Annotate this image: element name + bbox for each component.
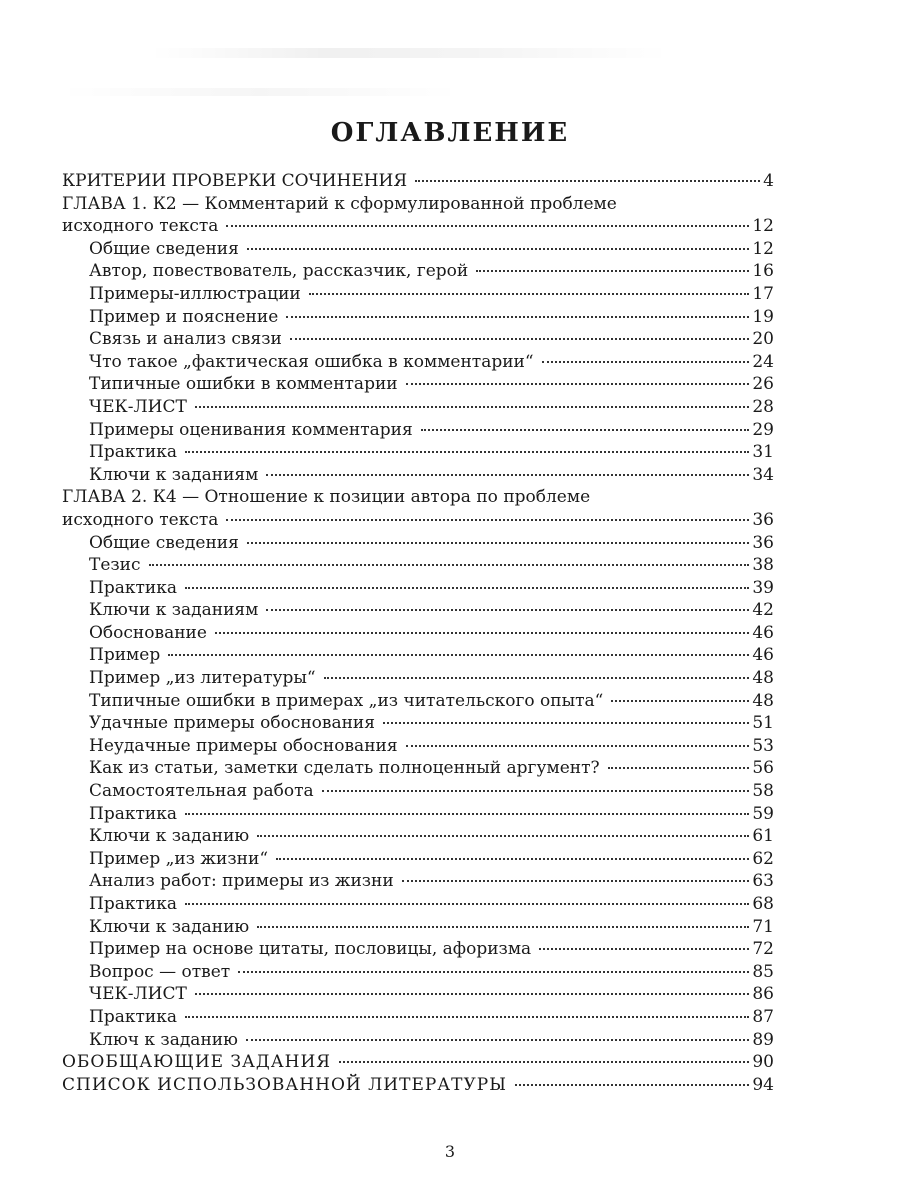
dot-leader (322, 789, 750, 792)
toc-entry-title: Ключи к заданию (89, 916, 250, 937)
toc-entry-page: 19 (752, 306, 774, 327)
page-number: 3 (444, 1142, 456, 1161)
toc-entry (62, 509, 774, 532)
toc-entry-title: Пример „из жизни“ (89, 848, 269, 869)
toc-entry-title: Ключи к заданиям (89, 600, 259, 621)
toc-entry-page: 90 (752, 1052, 774, 1073)
toc-entry (62, 938, 774, 961)
dot-leader (257, 834, 749, 837)
toc-entry-page: 31 (752, 442, 774, 463)
toc-entry-page: 29 (752, 419, 774, 440)
toc-entry-title: исходного текста (62, 216, 219, 237)
toc-entry (62, 667, 774, 690)
toc-entry-title: Как из статьи, заметки сделать полноценный аргумент? (89, 758, 600, 779)
toc-entry (62, 215, 774, 238)
toc-entry-page: 94 (752, 1074, 774, 1095)
toc-entry (62, 486, 774, 509)
toc-entry-page: 36 (752, 532, 774, 553)
toc-entry (62, 870, 774, 893)
dot-leader (215, 631, 749, 634)
toc-entry-page: 24 (752, 351, 774, 372)
toc-entry-page: 4 (763, 171, 774, 191)
toc-entry-title: Общие сведения (89, 532, 239, 553)
dot-leader (539, 947, 749, 950)
dot-leader (608, 766, 750, 769)
toc-entry (62, 1029, 774, 1052)
dot-leader (257, 925, 749, 928)
toc-entry-title: Практика (89, 442, 177, 463)
dot-leader (406, 744, 750, 747)
toc-entry-page: 63 (752, 871, 774, 892)
toc-entry-page: 17 (752, 283, 774, 304)
toc-entry-title: Пример на основе цитаты, пословицы, афоризма (89, 939, 532, 960)
dot-leader (226, 224, 749, 227)
dot-leader (406, 382, 750, 385)
toc-entry-page: 39 (752, 577, 774, 598)
dot-leader (290, 337, 750, 340)
dot-leader (515, 1083, 749, 1086)
toc-entry-page: 46 (752, 622, 774, 643)
toc-entry-title: Практика (89, 894, 177, 914)
toc-entry-title: Автор, повествователь, рассказчик, герой (89, 261, 469, 282)
toc-entry-title: Пример „из литературы“ (89, 668, 316, 689)
dot-leader (402, 879, 750, 882)
toc-entry-title: Примеры-иллюстрации (89, 283, 301, 304)
dot-leader (476, 269, 749, 272)
toc-entry-title: Практика (89, 1006, 177, 1027)
dot-leader (266, 473, 749, 476)
toc-entry-page: 61 (752, 826, 774, 847)
dot-leader (542, 360, 750, 363)
toc-entry-page: 71 (752, 916, 774, 937)
bleed-through-shadow (60, 88, 460, 96)
toc-entry-page: 51 (752, 713, 774, 734)
dot-leader (246, 1038, 749, 1041)
toc-entry-title: Общие сведения (89, 238, 239, 259)
toc-entry-title: Типичные ошибки в комментарии (89, 374, 398, 395)
toc-entry-title: ЧЕК-ЛИСТ (89, 396, 187, 417)
toc-entry (62, 780, 774, 803)
toc-entry (62, 1006, 774, 1029)
toc-entry (62, 260, 774, 283)
dot-leader (421, 428, 750, 431)
table-of-contents (62, 170, 774, 1096)
toc-entry (62, 396, 774, 419)
dot-leader (195, 992, 750, 995)
dot-leader (309, 292, 750, 295)
toc-entry (62, 306, 774, 329)
toc-entry (62, 419, 774, 442)
toc-entry (62, 622, 774, 645)
toc-entry-title: Анализ работ: примеры из жизни (89, 871, 394, 892)
toc-entry (62, 464, 774, 487)
toc-entry-title: Практика (89, 577, 177, 598)
toc-entry (62, 983, 774, 1006)
toc-entry-page: 86 (752, 984, 774, 1005)
toc-entry (62, 599, 774, 622)
toc-entry-title: ГЛАВА 2. К4 — Отношение к позиции автора по проблеме (62, 487, 591, 508)
toc-entry (62, 735, 774, 758)
dot-leader (149, 563, 750, 566)
toc-entry-page: 26 (752, 374, 774, 395)
toc-entry-title: ОБОБЩАЮЩИЕ ЗАДАНИЯ (62, 1052, 331, 1073)
toc-entry (62, 283, 774, 306)
toc-entry (62, 690, 774, 713)
toc-entry-page: 68 (752, 894, 774, 914)
toc-entry-title: Ключи к заданиям (89, 464, 259, 485)
dot-leader (185, 586, 749, 589)
toc-entry-title: Пример (89, 645, 161, 666)
dot-leader (238, 970, 749, 973)
toc-entry-title: Пример и пояснение (89, 306, 279, 327)
toc-entry-title: Вопрос — ответ (89, 961, 231, 982)
dot-leader (339, 1060, 749, 1063)
toc-entry-title: Удачные примеры обоснования (89, 713, 375, 734)
toc-entry-page: 12 (752, 216, 774, 237)
dot-leader (247, 541, 750, 544)
toc-entry-page: 59 (752, 803, 774, 824)
toc-entry-page: 46 (752, 645, 774, 666)
toc-entry-page: 20 (752, 329, 774, 350)
toc-entry (62, 825, 774, 848)
dot-leader (286, 315, 749, 318)
toc-entry-title: Типичные ошибки в примерах „из читательского опыта“ (89, 690, 604, 711)
dot-leader (247, 247, 750, 250)
toc-entry (62, 577, 774, 600)
toc-entry (62, 644, 774, 667)
dot-leader (226, 518, 749, 521)
toc-entry (62, 757, 774, 780)
toc-entry (62, 1051, 774, 1074)
dot-leader (276, 857, 749, 860)
toc-entry-page: 85 (752, 961, 774, 982)
toc-entry (62, 961, 774, 984)
toc-entry (62, 238, 774, 261)
bleed-through-shadow (150, 48, 670, 58)
toc-entry-title: Практика (89, 803, 177, 824)
dot-leader (195, 405, 750, 408)
toc-entry (62, 712, 774, 735)
dot-leader (383, 721, 749, 724)
toc-entry-title: ЧЕК-ЛИСТ (89, 984, 187, 1005)
toc-entry-title: Примеры оценивания комментария (89, 419, 413, 440)
toc-entry-page: 36 (752, 509, 774, 530)
toc-entry (62, 554, 774, 577)
dot-leader (185, 812, 749, 815)
toc-entry-title: Неудачные примеры обоснования (89, 735, 398, 756)
toc-entry-page: 28 (752, 396, 774, 417)
toc-entry-page: 87 (752, 1006, 774, 1027)
toc-entry-page: 48 (752, 690, 774, 711)
toc-entry-page: 72 (752, 939, 774, 960)
toc-entry-page: 56 (752, 758, 774, 779)
toc-entry (62, 328, 774, 351)
dot-leader (266, 608, 749, 611)
toc-entry-page: 16 (752, 261, 774, 282)
toc-entry-page: 34 (752, 464, 774, 485)
toc-entry (62, 1074, 774, 1097)
toc-entry (62, 893, 774, 916)
toc-entry-title: СПИСОК ИСПОЛЬЗОВАННОЙ ЛИТЕРАТУРЫ (62, 1074, 507, 1095)
dot-leader (185, 450, 749, 453)
toc-entry (62, 351, 774, 374)
toc-entry (62, 916, 774, 939)
toc-entry-page: 38 (752, 555, 774, 576)
toc-entry (62, 441, 774, 464)
toc-entry-title: ГЛАВА 1. К2 — Комментарий к сформулированной проблеме (62, 193, 617, 214)
toc-entry-page: 89 (752, 1029, 774, 1050)
toc-entry-page: 42 (752, 600, 774, 621)
page-title: ОГЛАВЛЕНИЕ (330, 118, 570, 148)
dot-leader (611, 699, 749, 702)
toc-entry (62, 803, 774, 826)
toc-entry-page: 62 (752, 848, 774, 869)
toc-entry-title: КРИТЕРИИ ПРОВЕРКИ СОЧИНЕНИЯ (62, 171, 408, 191)
toc-entry-title: Ключи к заданию (89, 826, 250, 847)
toc-entry-page: 12 (752, 238, 774, 259)
toc-entry (62, 532, 774, 555)
toc-entry-page: 53 (752, 735, 774, 756)
toc-entry-page: 58 (752, 781, 774, 802)
toc-entry-title: Тезис (89, 555, 141, 576)
dot-leader (185, 1015, 749, 1018)
toc-entry (62, 848, 774, 871)
toc-entry-page: 48 (752, 668, 774, 689)
toc-entry-title: Обоснование (89, 622, 207, 643)
toc-entry-title: Ключ к заданию (89, 1029, 238, 1050)
dot-leader (415, 179, 760, 182)
toc-entry (62, 373, 774, 396)
toc-entry-title: Самостоятельная работа (89, 781, 314, 802)
dot-leader (168, 653, 749, 656)
toc-entry-title: исходного текста (62, 509, 219, 530)
toc-entry-title: Связь и анализ связи (89, 329, 282, 350)
toc-entry (62, 170, 774, 193)
dot-leader (185, 902, 749, 905)
dot-leader (324, 676, 750, 679)
toc-entry-title: Что такое „фактическая ошибка в комментарии“ (89, 351, 534, 372)
toc-entry (62, 193, 774, 216)
